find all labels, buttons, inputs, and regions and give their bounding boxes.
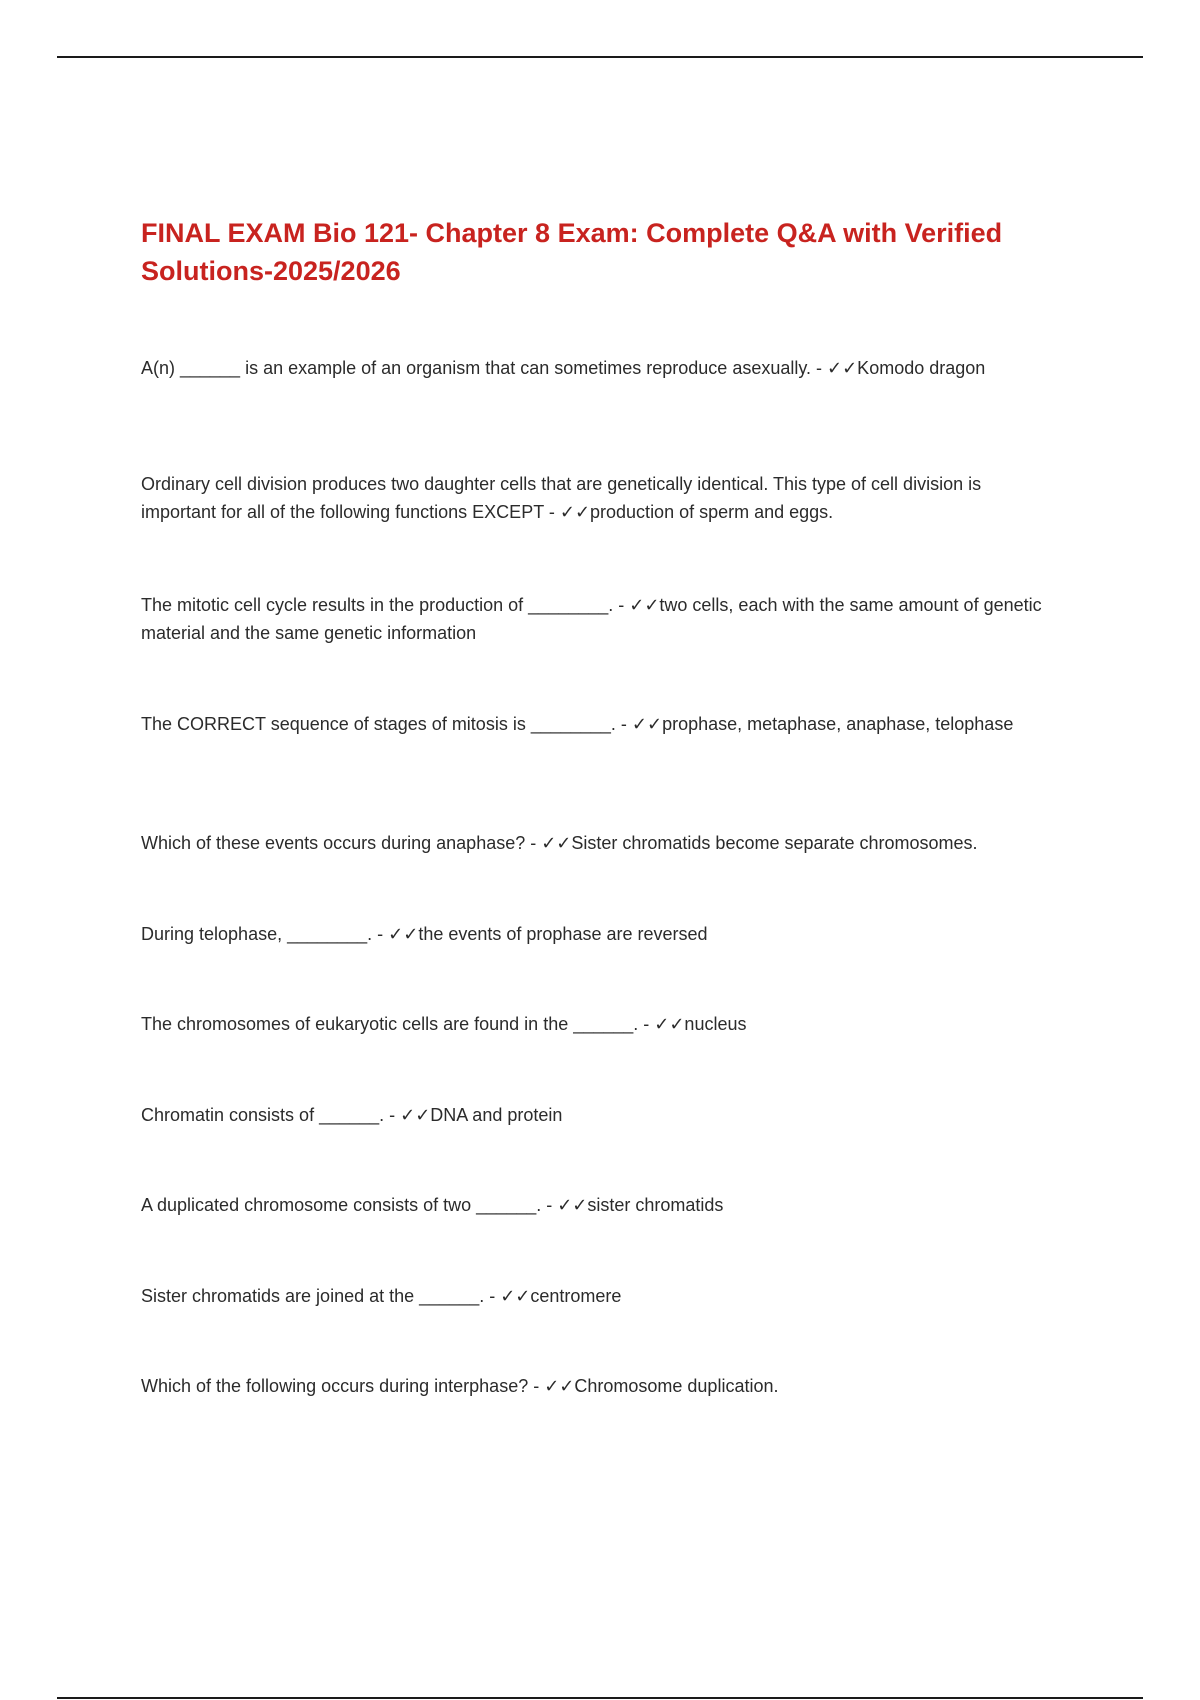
qa-item-7: The chromosomes of eukaryotic cells are found in the ______. - ✓✓nucleus [141, 1014, 747, 1034]
qa-item-1: A(n) ______ is an example of an organism that can sometimes reproduce asexually. - ✓✓Komodo dragon [141, 358, 986, 378]
qa-item-3: The mitotic cell cycle results in the production of ________. - ✓✓two cells, each with the same amount of genetic material and the same genetic information [141, 595, 1042, 643]
qa-item-11: Which of the following occurs during interphase? - ✓✓Chromosome duplication. [141, 1376, 779, 1396]
qa-item-2: Ordinary cell division produces two daughter cells that are genetically identical. This type of cell division is important for all of the following functions EXCEPT - ✓✓production of sperm and eggs. [141, 474, 982, 522]
qa-item-10: Sister chromatids are joined at the ______. - ✓✓centromere [141, 1286, 622, 1306]
document-title: FINAL EXAM Bio 121- Chapter 8 Exam: Complete Q&A with Verified Solutions-2025/2026 [141, 218, 1003, 286]
header-rule [57, 56, 1143, 58]
qa-item-4: The CORRECT sequence of stages of mitosis is ________. - ✓✓prophase, metaphase, anaphase, telophase [141, 714, 1014, 734]
footer-rule [57, 1697, 1143, 1699]
qa-item-6: During telophase, ________. - ✓✓the events of prophase are reversed [141, 924, 708, 944]
qa-item-8: Chromatin consists of ______. - ✓✓DNA and protein [141, 1105, 563, 1125]
qa-item-5: Which of these events occurs during anaphase? - ✓✓Sister chromatids become separate chromosomes. [141, 833, 978, 853]
qa-item-9: A duplicated chromosome consists of two ______. - ✓✓sister chromatids [141, 1195, 724, 1215]
